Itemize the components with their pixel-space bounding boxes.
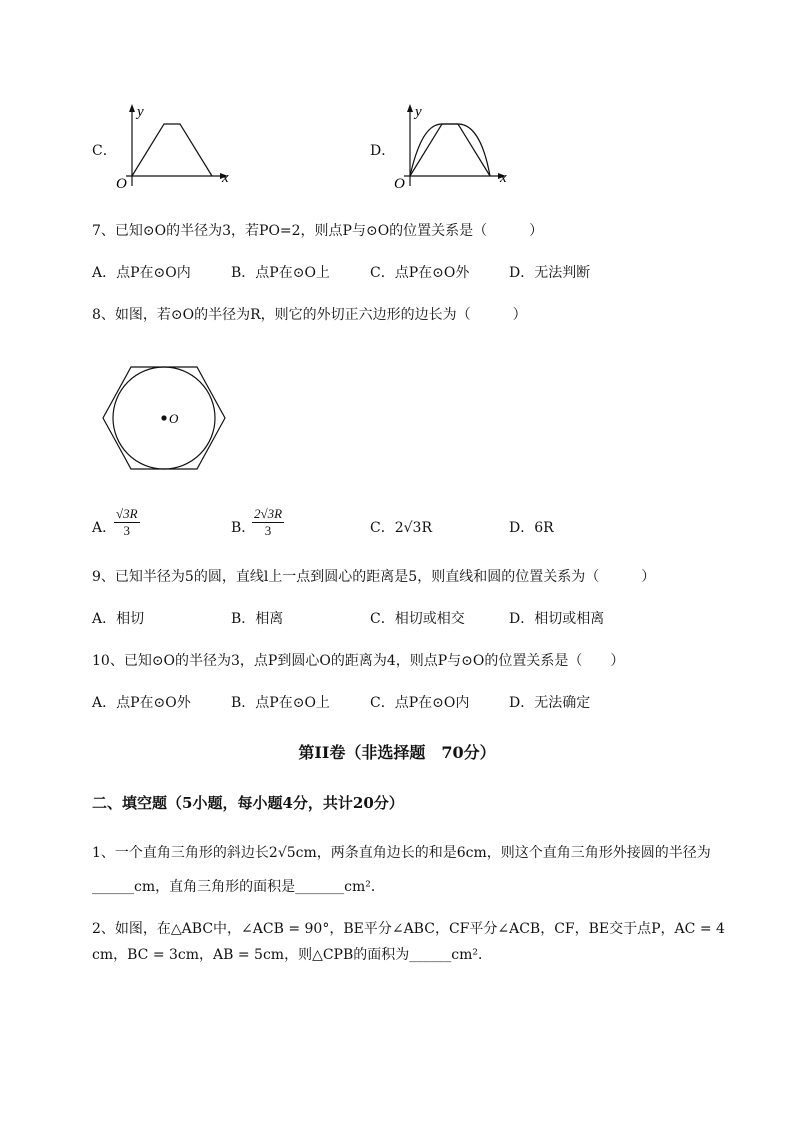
fill-2-line-1: 2、如图，在△ABC中，∠ACB = 90°，BE平分∠ABC，CF平分∠ACB，CF，BE交于点P，AC = 4 xyxy=(92,921,725,937)
q8-option-a-fraction xyxy=(114,506,140,539)
q8-option-d: D．6R xyxy=(509,520,554,536)
q10-option-d: D．无法确定 xyxy=(509,695,591,711)
q7-option-c: C．点P在⊙O外 xyxy=(370,265,470,281)
part-2-title: 第II卷（非选择题 70分） xyxy=(298,743,496,762)
graph-d-x-label: x xyxy=(500,170,507,186)
q10-option-a: A．点P在⊙O外 xyxy=(92,695,191,711)
q8-option-c: C．2√3R xyxy=(370,520,432,536)
fill-1-line-1: 1、一个直角三角形的斜边长2√5cm，两条直角边长的和是6cm，则这个直角三角形外接圆的半径为 xyxy=(92,845,711,861)
q8-option-a-denominator: 3 xyxy=(123,523,131,538)
question-9-stem: 9、已知半径为5的圆，直线l上一点到圆心的距离是5，则直线和圆的位置关系为（ ） xyxy=(92,569,656,585)
q9-option-a: A．相切 xyxy=(92,611,145,627)
graph-c-x-label: x xyxy=(222,170,229,186)
q8-option-a-numerator: √3R xyxy=(116,506,138,521)
graph-c-origin-label: O xyxy=(116,176,127,192)
q8-option-b-fraction xyxy=(252,506,284,539)
q7-option-a: A．点P在⊙O内 xyxy=(92,265,191,281)
q7-option-b: B．点P在⊙O上 xyxy=(231,265,330,281)
q10-option-c: C．点P在⊙O内 xyxy=(370,695,470,711)
fill-1-line-2: ______cm，直角三角形的面积是_______cm²． xyxy=(92,879,385,895)
fill-2-line-2: cm，BC = 3cm，AB = 5cm，则△CPB的面积为______cm²． xyxy=(92,947,492,963)
graph-c-curve xyxy=(132,124,212,176)
question-10-stem: 10、已知⊙O的半径为3，点P到圆心O的距离为4，则点P与⊙O的位置关系是（ ） xyxy=(92,653,625,669)
center-label: O xyxy=(169,411,179,426)
option-d-label: D． xyxy=(370,143,396,159)
graph-d-trapezoid xyxy=(410,124,490,176)
graph-d-y-label: y xyxy=(415,104,422,120)
graph-d-curve xyxy=(410,124,490,176)
q8-option-b-label: B． xyxy=(231,520,256,536)
graph-c-y-label: y xyxy=(137,104,144,120)
q8-option-b-denominator: 3 xyxy=(264,523,272,538)
graph-d xyxy=(390,102,520,194)
graph-d-y-arrow xyxy=(407,104,413,112)
q9-option-b: B．相离 xyxy=(231,611,284,627)
center-point xyxy=(161,415,166,420)
question-8-stem: 8、如图，若⊙O的半径为R，则它的外切正六边形的边长为（ ） xyxy=(92,307,527,323)
graph-c xyxy=(112,102,242,194)
q9-option-c: C．相切或相交 xyxy=(370,611,465,627)
graph-d-origin-label: O xyxy=(394,176,405,192)
graph-c-y-arrow xyxy=(129,104,135,112)
question-7-stem: 7、已知⊙O的半径为3，若PO=2，则点P与⊙O的位置关系是（ ） xyxy=(92,223,544,239)
option-c-label: C． xyxy=(92,143,117,159)
q8-option-a-label: A． xyxy=(92,520,117,536)
q8-option-b-numerator: 2√3R xyxy=(254,506,283,521)
section-fill-in-title: 二、填空题（5小题，每小题4分，共计20分） xyxy=(92,794,404,812)
q9-option-d: D．相切或相离 xyxy=(509,611,605,627)
q10-option-b: B．点P在⊙O上 xyxy=(231,695,330,711)
hexagon-figure xyxy=(100,362,228,474)
q7-option-d: D．无法判断 xyxy=(509,265,591,281)
